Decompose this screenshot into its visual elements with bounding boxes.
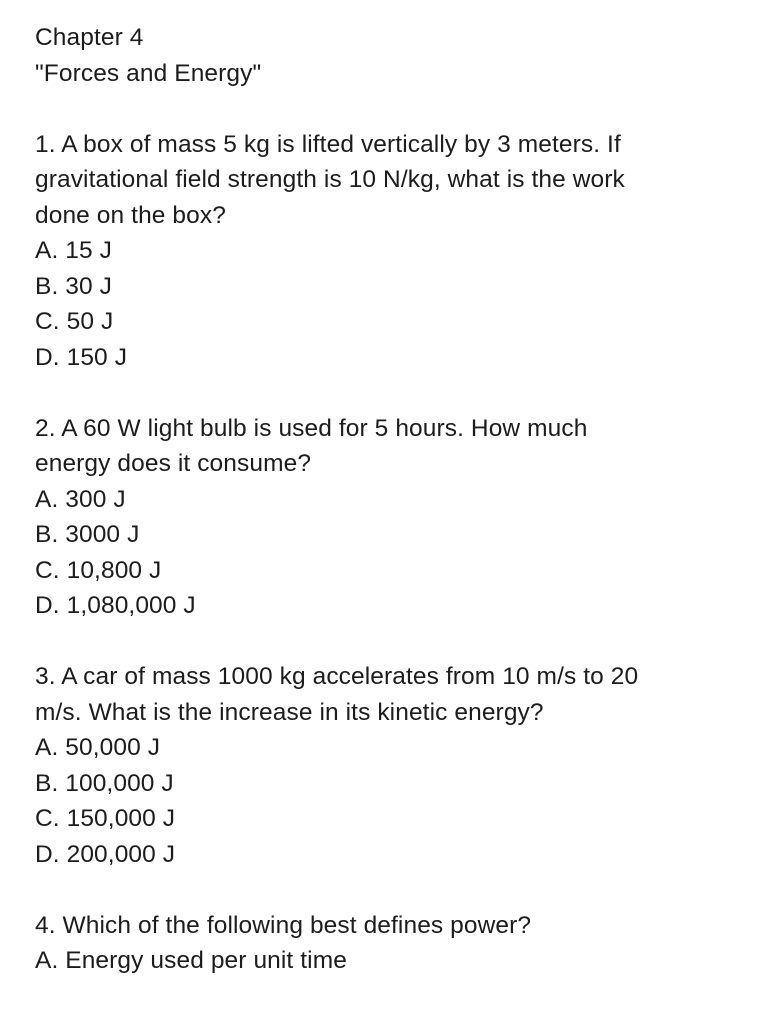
option-b: B. 30 J	[35, 272, 112, 300]
question-2	[35, 411, 735, 624]
question-text: m/s. What is the increase in its kinetic energy?	[35, 698, 544, 726]
spacer	[35, 872, 735, 908]
question-text: 2. A 60 W light bulb is used for 5 hours. How much	[35, 414, 588, 442]
question-text: 3. A car of mass 1000 kg accelerates from 10 m/s to 20	[35, 663, 639, 690]
question-text: energy does it consume?	[35, 450, 312, 477]
spacer	[35, 91, 735, 127]
question-text: done on the box?	[35, 201, 226, 229]
chapter-title: "Forces and Energy"	[35, 59, 262, 87]
chapter-heading: Chapter 4	[35, 24, 144, 51]
option-a: A. Energy used per unit time	[35, 947, 347, 974]
option-c: C. 150,000 J	[35, 805, 176, 832]
spacer	[35, 375, 735, 411]
question-4	[35, 908, 735, 979]
question-text: 4. Which of the following best defines power?	[35, 911, 532, 939]
option-a: A. 300 J	[35, 485, 126, 513]
option-a: A. 50,000 J	[35, 734, 161, 761]
option-d: D. 150 J	[35, 343, 128, 371]
spacer	[35, 624, 735, 660]
option-d: D. 200,000 J	[35, 840, 176, 868]
option-a: A. 15 J	[35, 237, 112, 264]
question-text: 1. A box of mass 5 kg is lifted vertically by 3 meters. If	[35, 130, 621, 158]
document-page	[35, 20, 735, 979]
option-c: C. 10,800 J	[35, 556, 162, 584]
option-b: B. 3000 J	[35, 521, 140, 548]
option-d: D. 1,080,000 J	[35, 592, 196, 619]
question-text: gravitational field strength is 10 N/kg, what is the work	[35, 166, 625, 193]
question-1	[35, 127, 735, 376]
option-b: B. 100,000 J	[35, 769, 174, 797]
option-c: C. 50 J	[35, 308, 114, 335]
question-3	[35, 659, 735, 872]
